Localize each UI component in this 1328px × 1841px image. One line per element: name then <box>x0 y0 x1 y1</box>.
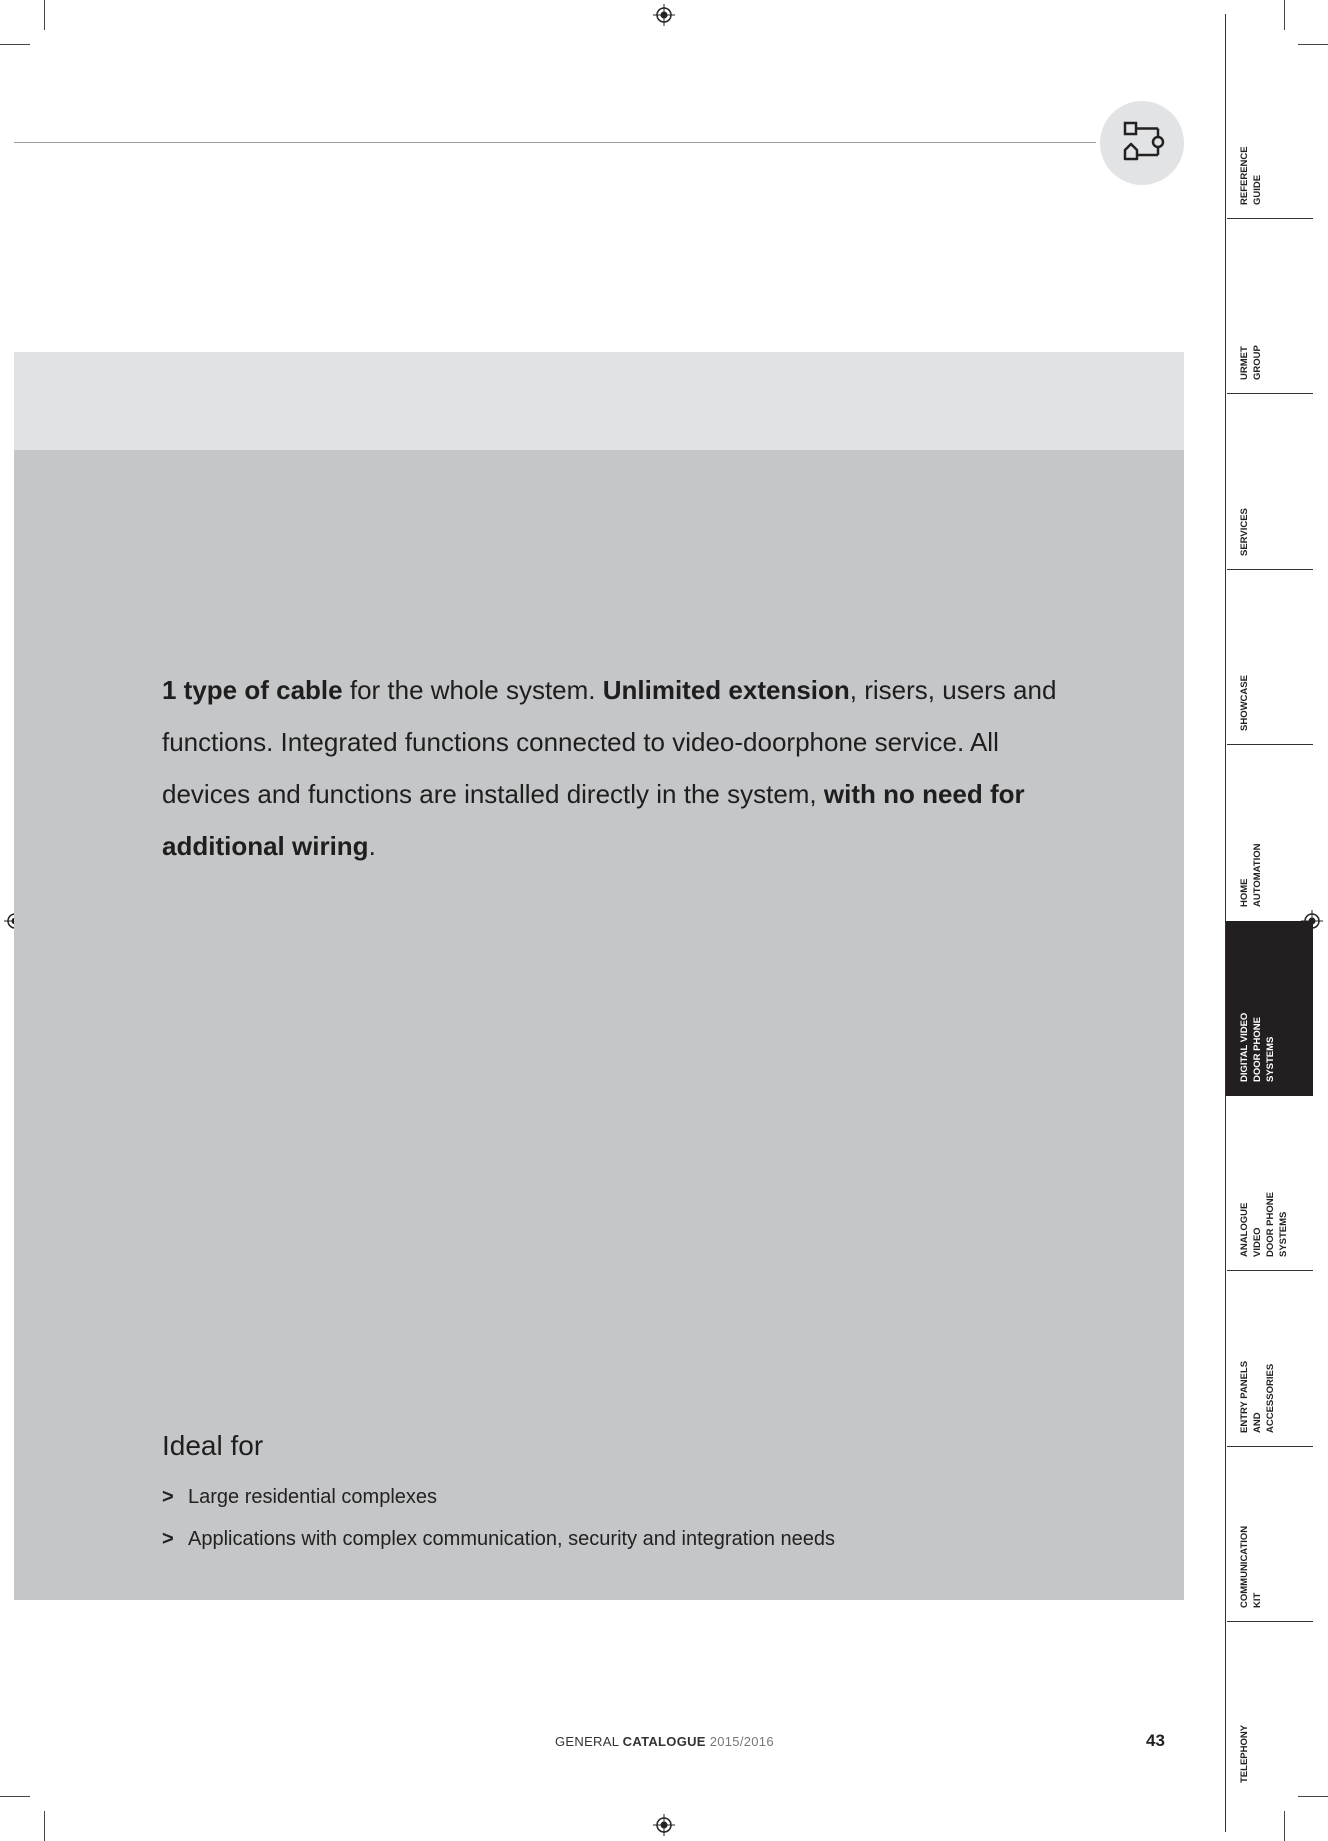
sidebar-item-analogue-video-door-phone-systems[interactable] <box>1226 1096 1313 1271</box>
sidebar-item-home-automation[interactable] <box>1226 745 1313 921</box>
page-number: 43 <box>1146 1731 1165 1750</box>
sidebar-item-label: TELEPHONY <box>1239 1724 1250 1783</box>
lead-emphasis: Unlimited extension <box>602 675 850 705</box>
footer-catalogue-word: CATALOGUE <box>622 1734 706 1749</box>
ideal-for-list <box>162 1476 835 1560</box>
registration-mark-icon <box>653 4 675 26</box>
footer-catalogue <box>555 1734 774 1749</box>
crop-mark <box>0 44 30 45</box>
lead-paragraph <box>162 664 1092 872</box>
list-item <box>162 1518 835 1560</box>
ideal-for-title: Ideal for <box>162 1430 264 1461</box>
arrow-bullet-icon: > <box>162 1528 174 1550</box>
sidebar-item-digital-video-door-phone-systems[interactable] <box>1226 921 1313 1096</box>
lead-text: . <box>368 831 376 861</box>
sidebar-item-reference-guide[interactable] <box>1226 14 1313 219</box>
sidebar-item-label: DIGITAL VIDEO DOOR PHONE SYSTEMS <box>1239 1012 1276 1082</box>
arrow-bullet-icon: > <box>162 1486 174 1508</box>
sidebar-item-label: ENTRY PANELS AND ACCESSORIES <box>1239 1360 1276 1433</box>
sidebar-item-label: URMET GROUP <box>1239 345 1263 380</box>
lead-emphasis: 1 type of cable <box>162 675 343 705</box>
sidebar-item-showcase[interactable] <box>1226 570 1313 745</box>
registration-mark-icon <box>653 1814 675 1836</box>
crop-mark <box>44 1811 45 1841</box>
sidebar-item-urmet-group[interactable] <box>1226 219 1313 394</box>
sidebar-item-label: REFERENCE GUIDE <box>1239 146 1263 205</box>
list-item-text: Applications with complex communication, security and integration needs <box>188 1528 836 1550</box>
crop-mark <box>0 1796 30 1797</box>
sidebar-item-communication-kit[interactable] <box>1226 1447 1313 1622</box>
footer-year: 2015/2016 <box>705 1734 774 1749</box>
sidebar-item-telephony[interactable] <box>1226 1622 1313 1797</box>
crop-mark <box>1284 1811 1285 1841</box>
sidebar-item-services[interactable] <box>1226 394 1313 570</box>
lead-text: , risers, users and functions. Integrated functions connected to video-doorphone service. All devices and functions are installed directly in the system, <box>162 675 1064 809</box>
list-item <box>162 1476 835 1518</box>
list-item-text: Large residential complexes <box>188 1486 438 1508</box>
footer-general: GENERAL <box>555 1734 623 1749</box>
content-panel <box>14 450 1184 1600</box>
sidebar-item-label: SERVICES <box>1239 508 1250 556</box>
crop-mark <box>44 0 45 30</box>
lead-emphasis: with no need for additional wiring <box>162 779 1032 861</box>
header-rule <box>14 142 1096 143</box>
sidebar-item-label: ANALOGUE VIDEO DOOR PHONE SYSTEMS <box>1239 1192 1289 1257</box>
sidebar-item-label: COMMUNICATION KIT <box>1239 1525 1263 1608</box>
header-band <box>14 352 1184 450</box>
sidebar-item-entry-panels-and-accessories[interactable] <box>1226 1271 1313 1447</box>
lead-text: for the whole system. <box>342 675 603 705</box>
sidebar-item-label: SHOWCASE <box>1239 675 1250 731</box>
sidebar-item-label: HOME AUTOMATION <box>1239 843 1263 907</box>
system-diagram-icon <box>1100 101 1184 185</box>
